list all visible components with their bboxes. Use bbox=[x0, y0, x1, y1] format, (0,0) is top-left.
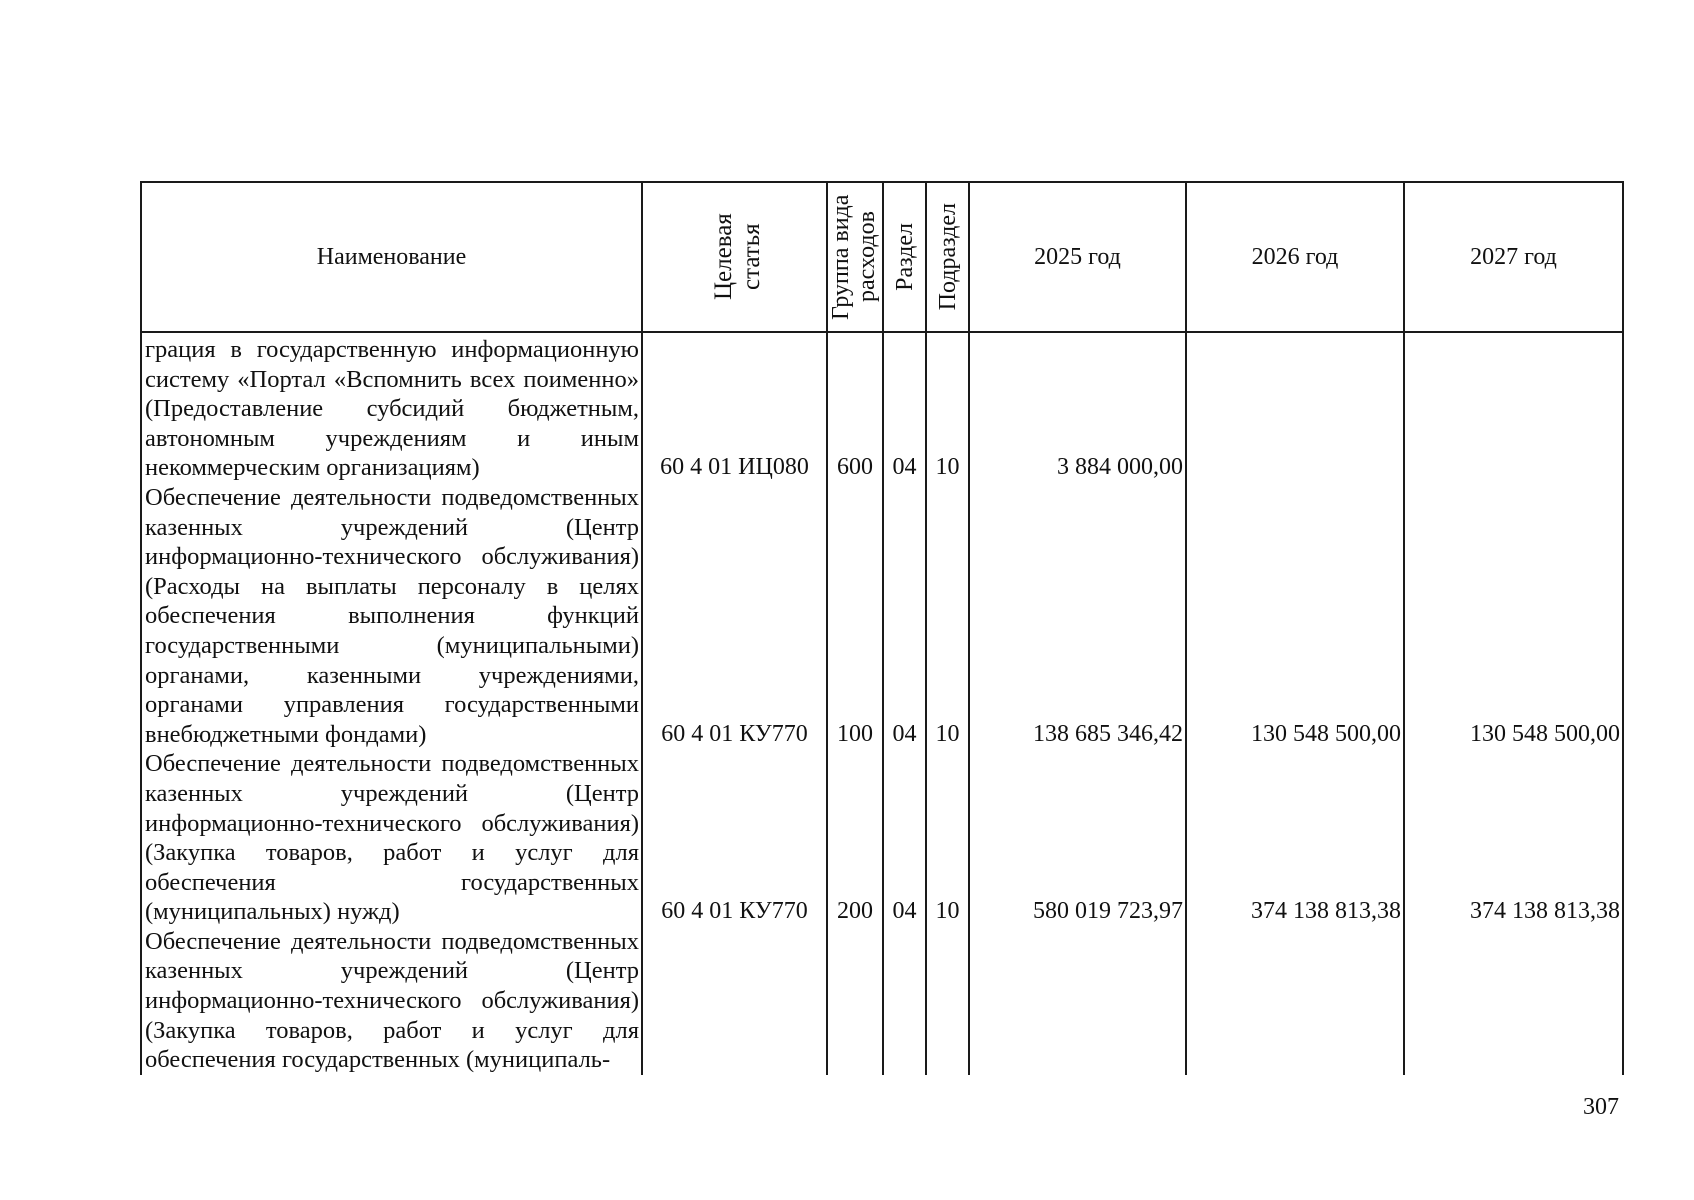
row-name: Обеспечение деятельности подведомственных казенных учреждений (Центр информационно-технического обслуживания) (Расходы на выплаты персоналу в целях обеспечения выполнения функций государственными (муниципальными) органами, казенными учреждениями, органами управления государственными внебюджетными фондами) bbox=[145, 483, 639, 748]
row-2025: 580 019 723,97 bbox=[1033, 898, 1183, 925]
row-section: 04 bbox=[892, 720, 917, 747]
row-name: грация в государственную информационную систему «Портал «Вспомнить всех поименно» (Предоставление субсидий бюджетным, автономным учреждениям и иным некоммерческим организациям) bbox=[145, 336, 639, 482]
header-2026: 2026 год bbox=[1186, 182, 1404, 332]
row-target-article: 60 4 01 КУ770 bbox=[661, 720, 808, 747]
header-expense-group: Группа вида расходов bbox=[827, 182, 883, 332]
table-row bbox=[141, 749, 1623, 927]
row-2025: 138 685 346,42 bbox=[1033, 720, 1183, 747]
row-2026: 374 138 813,38 bbox=[1251, 898, 1401, 925]
row-expense-group: 600 bbox=[837, 454, 873, 481]
header-section: Раздел bbox=[883, 182, 926, 332]
row-2025: 3 884 000,00 bbox=[1057, 454, 1183, 481]
budget-table bbox=[140, 181, 1624, 1075]
row-subsection: 10 bbox=[935, 898, 960, 925]
row-expense-group: 100 bbox=[837, 720, 873, 747]
row-2026: 130 548 500,00 bbox=[1251, 720, 1401, 747]
header-subsection: Подраздел bbox=[926, 182, 969, 332]
row-name: Обеспечение деятельности подведомственных казенных учреждений (Центр информационно-технического обслуживания) (Закупка товаров, работ и услуг для обеспечения государственных (муниципаль- bbox=[145, 927, 639, 1074]
header-target-article: Целевая статья bbox=[642, 182, 827, 332]
row-2027: 374 138 813,38 bbox=[1470, 898, 1620, 925]
row-name: Обеспечение деятельности подведомственных казенных учреждений (Центр информационно-технического обслуживания) (Закупка товаров, работ и услуг для обеспечения государственных (муниципальных) нужд) bbox=[145, 750, 639, 926]
header-name: Наименование bbox=[141, 182, 642, 332]
row-target-article: 60 4 01 КУ770 bbox=[661, 898, 808, 925]
table-row bbox=[141, 332, 1623, 483]
row-section: 04 bbox=[892, 898, 917, 925]
table-header-row bbox=[141, 182, 1623, 332]
header-2025: 2025 год bbox=[969, 182, 1186, 332]
row-target-article: 60 4 01 ИЦ080 bbox=[660, 454, 809, 481]
header-2027: 2027 год bbox=[1404, 182, 1623, 332]
table-row bbox=[141, 483, 1623, 749]
row-subsection: 10 bbox=[935, 454, 960, 481]
row-expense-group: 200 bbox=[837, 898, 873, 925]
row-2027: 130 548 500,00 bbox=[1470, 720, 1620, 747]
row-section: 04 bbox=[892, 454, 917, 481]
row-subsection: 10 bbox=[935, 720, 960, 747]
table-row bbox=[141, 927, 1623, 1075]
page-number: 307 bbox=[1583, 1094, 1619, 1120]
